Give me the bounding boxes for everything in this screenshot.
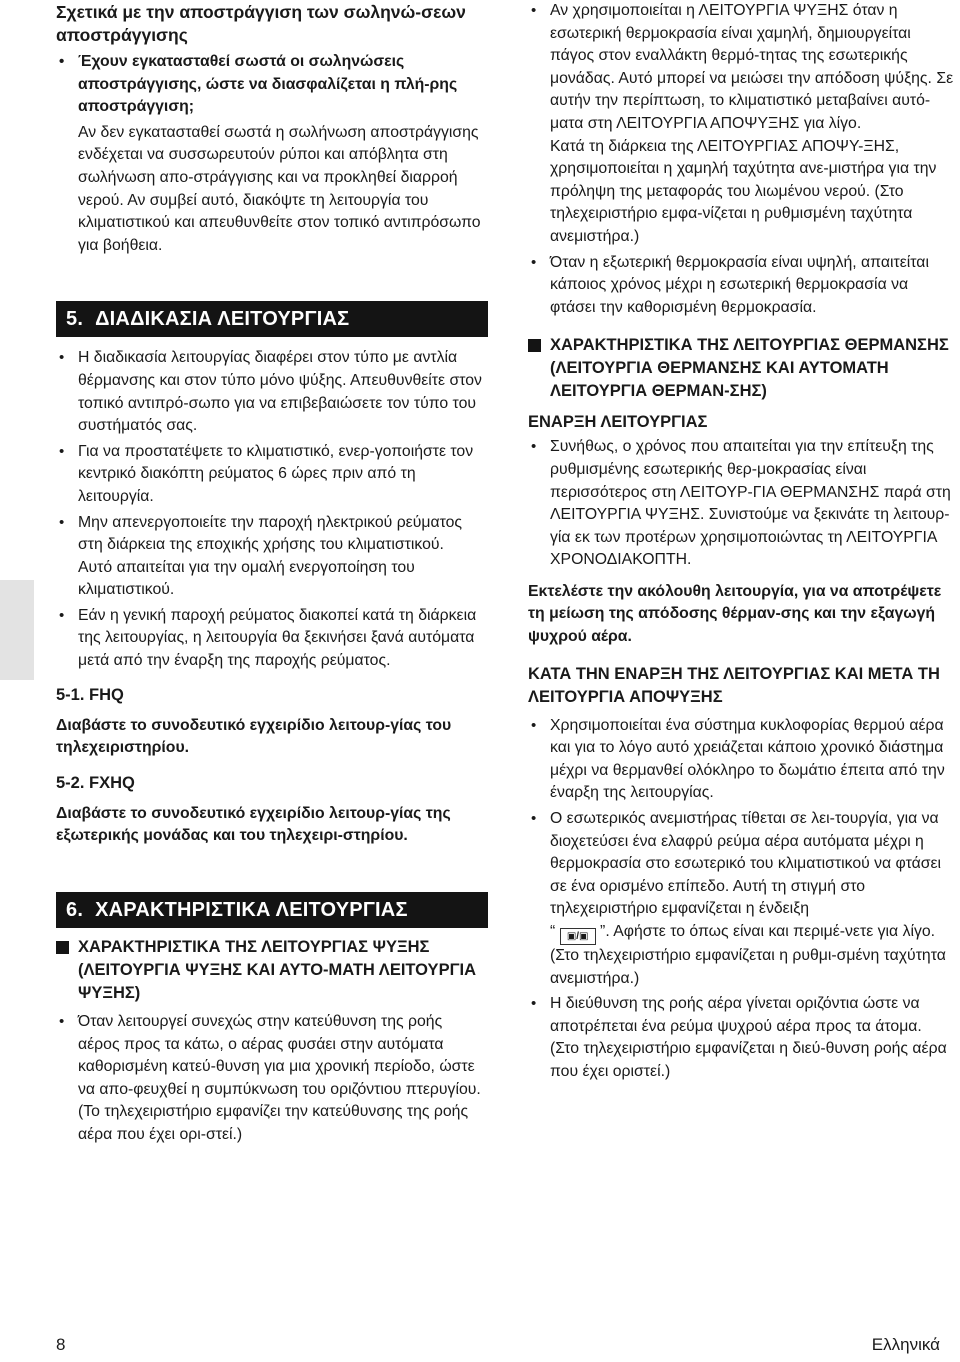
start-operation-heading: ΕΝΑΡΞΗ ΛΕΙΤΟΥΡΓΙΑΣ [528,413,708,432]
cooling-bullet-3: • Όταν η εξωτερική θερμοκρασία είναι υψηλή, απαιτείται κάποιος χρόνος μέχρι η εσωτερική θερμοκρασία να φτάσει την καθορισμένη θερμοκρασία. [528,252,956,320]
fan-display-icon: ▣/▣ [560,928,596,945]
drain-warning: Αν δεν εγκατασταθεί σωστά η σωλήνωση αποστράγγισης ενδέχεται να συσσωρευτούν ρύποι και απόβλητα στη σωλήνωση απο-στράγγισης και να προκληθεί διαρροή νερού. Αν συμβεί αυτό, διακόψτε τη λειτουργία του κλιματιστικού και απευθυνθείτε στον τοπικό αντιπρόσωπο για βοήθεια. [78,123,481,254]
sec5-bullet-1: • Η διαδικασία λειτουργίας διαφέρει στον τύπο με αντλία θέρμανσης και στον τύπο μόνο ψύξης. Απευθυνθείτε στον τοπικό αντιπρό-σωπο για να επιβεβαιώσετε τον τύπο του συστήματός σας. [56,347,488,437]
section-6-banner [56,892,488,928]
start-bold-instruction: Εκτελέστε την ακόλουθη λειτουργία, για να αποτρέψετε τη μείωση της απόδοσης θέρμαν-σης και την εξαγωγή ψυχρού αέρα. [528,582,942,646]
defrost-bullet-2-tail: . Αφήστε το όπως είναι και περιμέ-νετε για λίγο. [605,923,936,940]
defrost-bullet-2: • Ο εσωτερικός ανεμιστήρας τίθεται σε λει-τουργία, για να διοχετεύσει ένα ελαφρύ ρεύμα αέρα αυτόματα μέχρι η θερμοκρασία στο εσωτερικό του κλιματιστικού να φτάσει σε ένα ορισμένο επίπεδο. Αυτή τη στιγμή στο τηλεχειριστήριο εμφανίζεται η ένδειξη “ ▣/▣ ”. Αφήστε το όπως είναι και περιμέ-νετε για λίγο. [528,808,956,945]
start-bullet-1: • Συνήθως, ο χρόνος που απαιτείται για την επίτευξη της ρυθμισμένης εσωτερικής θερ-μοκρασίας είναι περισσότερος στη ΛΕΙΤΟΥΡ-ΓΙΑ ΘΕΡΜΑΝΣΗΣ παρά στη ΛΕΙΤΟΥΡΓΙΑ ΨΥΞΗΣ. Συνιστούμε να ξεκινάτε τη λειτουρ-γία εκ των προτέρων χρησιμοποιώντας τη ΛΕΙΤΟΥΡΓΙΑ ΧΡΟΝΟΔΙΑΚΟΠΤΗ. [528,436,956,572]
section-5-banner [56,301,488,337]
left-column [56,0,488,1150]
language-label: Ελληνικά [871,1335,940,1354]
side-tab-marker [0,580,34,680]
defrost-bullet-1: • Χρησιμοποιείται ένα σύστημα κυκλοφορίας θερμού αέρα και για το λόγο αυτό χρειάζεται κάποιο χρονικό διάστημα μέχρι να θερμανθεί ολόκληρο το δωμάτιο έπειτα από την έναρξη της λειτουργίας. [528,715,956,805]
defrost-heading: ΚΑΤΑ ΤΗΝ ΕΝΑΡΞΗ ΤΗΣ ΛΕΙΤΟΥΡΓΙΑΣ ΚΑΙ ΜΕΤΑ ΤΗ ΛΕΙΤΟΥΡΓΙΑ ΑΠΟΨΥΞΗΣ [528,664,940,706]
defrost-bullet-2-text: Ο εσωτερικός ανεμιστήρας τίθεται σε λει-τουργία, για να διοχετεύσει ένα ελαφρύ ρεύμα αέρα αυτόματα μέχρι η θερμοκρασία στο εσωτερικό του κλιματιστικού να φτάσει σε ένα ορισμένο επίπεδο. Αυτή τη στιγμή στο τηλεχειριστήριο εμφανίζεται η ένδειξη [550,810,942,918]
right-column [528,0,956,1084]
cooling-bullet-2-note: Κατά τη διάρκεια της ΛΕΙΤΟΥΡΓΙΑΣ ΑΠΟΨΥ-ΞΗΣ, χρησιμοποιείται η χαμηλή ταχύτητα ανε-μιστήρα για την πρόληψη της μεταφοράς του λιωμένου νερού. (Στο τηλεχειριστήριο εμφα-νίζεται η ρυθμισμένη ταχύτητα ανεμιστήρα.) [550,137,937,245]
sec5-bullet-3-note: Αυτό απαιτείται για την ομαλή ενεργοποίηση του κλιματιστικού. [78,558,415,599]
drain-heading: Σχετικά με την αποστράγγιση των σωληνώ-σεων αποστράγγισης [56,2,466,45]
section-5-title: ΔΙΑΔΙΚΑΣΙΑ ΛΕΙΤΟΥΡΓΙΑΣ [95,308,350,331]
cooling-characteristics-heading: ΧΑΡΑΚΤΗΡΙΣΤΙΚΑ ΤΗΣ ΛΕΙΤΟΥΡΓΙΑΣ ΨΥΞΗΣ (ΛΕΙΤΟΥΡΓΙΑ ΨΥΞΗΣ ΚΑΙ ΑΥΤΟ-ΜΑΤΗ ΛΕΙΤΟΥΡΓΙΑ ΨΥΞΗΣ) [56,936,488,1005]
page-number: 8 [56,1335,66,1354]
subsection-5-2-heading: 5-2. FXHQ [56,773,135,792]
cooling-bullet-1: • Όταν λειτουργεί συνεχώς στην κατεύθυνση της ροής αέρος προς τα κάτω, ο αέρας φυσάει στην αυτόματα καθορισμένη κατεύ-θυνση για μια χρονική περίοδο, ώστε να απο-φευχθεί η συμπύκνωση του οριζόντιου πτερυγίου. (Το τηλεχειριστήριο εμφανίζει την κατεύθυνσης της ροής αέρα που έχει ορι-στεί.) [56,1011,488,1147]
sec5-bullet-4: • Εάν η γενική παροχή ρεύματος διακοπεί κατά τη διάρκεια της λειτουργίας, η λειτουργία θα ξεκινήσει ξανά αυτόματα μετά από την έναρξη της παροχής ρεύματος. [56,605,488,673]
subsection-5-1-text: Διαβάστε το συνοδευτικό εγχειρίδιο λειτουρ-γίας του τηλεχειριστηρίου. [56,716,452,757]
heating-characteristics-heading: ΧΑΡΑΚΤΗΡΙΣΤΙΚΑ ΤΗΣ ΛΕΙΤΟΥΡΓΙΑΣ ΘΕΡΜΑΝΣΗΣ (ΛΕΙΤΟΥΡΓΙΑ ΘΕΡΜΑΝΣΗΣ ΚΑΙ ΑΥΤΟΜΑΤΗ ΛΕΙΤΟΥΡΓΙΑ ΘΕΡΜΑΝ-ΣΗΣ) [528,334,956,403]
defrost-bullet-3: • Η διεύθυνση της ροής αέρα γίνεται οριζόντια ώστε να αποτρέπεται ένα ρεύμα ψυχρού αέρα προς τα άτομα. [528,993,956,1038]
subsection-5-2-text: Διαβάστε το συνοδευτικό εγχειρίδιο λειτουρ-γίας της εξωτερικής μονάδας και του τηλεχειρι-στηρίου. [56,804,451,845]
defrost-bullet-3-note: (Στο τηλεχειριστήριο εμφανίζεται η διεύ-θυνση ροής αέρα που έχει οριστεί.) [550,1040,947,1080]
drain-question: • Έχουν εγκατασταθεί σωστά οι σωληνώσεις αποστράγγισης, ώστε να διασφαλίζεται η πλή-ρης αποστράγγιση; [56,51,488,119]
subsection-5-1-heading: 5-1. FHQ [56,685,124,704]
cooling-bullet-2: • Αν χρησιμοποιείται η ΛΕΙΤΟΥΡΓΙΑ ΨΥΞΗΣ όταν η εσωτερική θερμοκρασία είναι χαμηλή, δημιουργείται πάγος στον εναλλάκτη θερμό-τητας της εσωτερικής μονάδας. Αυτό μπορεί να μειώσει την απόδοση ψύξης. Σε αυτήν την περίπτωση, το κλιματιστικό μεταβαίνει αυτό-ματα στη ΛΕΙΤΟΥΡΓΙΑ ΑΠΟΨΥΞΗΣ για λίγο. [528,0,956,136]
section-6-number: 6. [66,899,84,922]
defrost-bullet-2-note: (Στο τηλεχειριστήριο εμφανίζεται η ρυθμι-σμένη ταχύτητα ανεμιστήρα.) [550,947,946,987]
sec5-bullet-3: • Μην απενεργοποιείτε την παροχή ηλεκτρικού ρεύματος στη διάρκεια της εποχικής χρήσης του κλιματιστικού. [56,512,488,557]
section-6-title: ΧΑΡΑΚΤΗΡΙΣΤΙΚΑ ΛΕΙΤΟΥΡΓΙΑΣ [95,899,408,922]
section-5-number: 5. [66,308,84,331]
sec5-bullet-2: • Για να προστατέψετε το κλιματιστικό, ενερ-γοποιήστε τον κεντρικό διακόπτη ρεύματος 6 ώρες πριν από τη λειτουργία. [56,441,488,509]
